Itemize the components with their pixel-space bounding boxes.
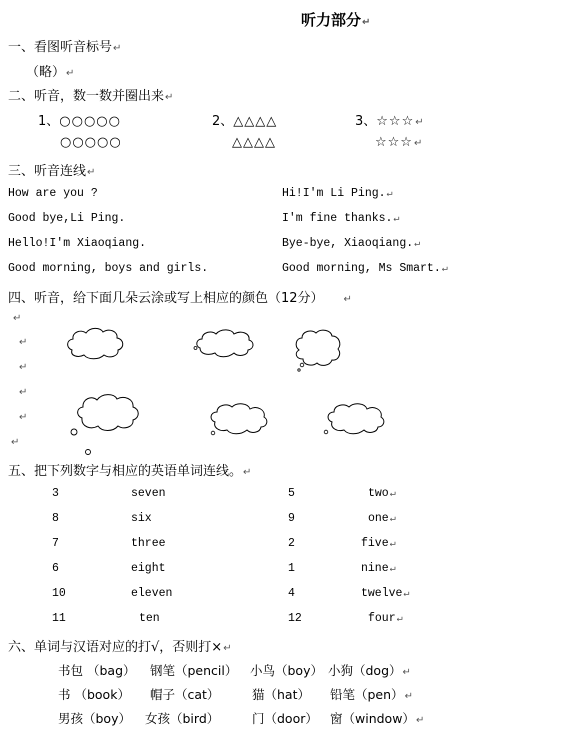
word-item-wrap: 小狗（dog）↵: [328, 663, 411, 678]
cloud-2[interactable]: [194, 328, 256, 358]
number-left: 6: [52, 562, 59, 575]
match-left-3: Hello!I'm Xiaoqiang.: [8, 237, 147, 250]
number-right: 12: [288, 612, 302, 625]
word-right-wrap: four↵: [368, 612, 403, 625]
section1-heading: 一、看图听音标号↵: [8, 40, 122, 55]
match-right-1-wrap: Hi!I'm Li Ping.↵: [282, 187, 393, 200]
section5-heading: 五、把下列数字与相应的英语单词连线。↵: [8, 464, 252, 479]
paragraph-mark: ↵: [11, 437, 20, 448]
count-group-stars: 3、☆☆☆↵: [355, 114, 424, 129]
word-left: three: [131, 537, 166, 550]
cloud-3[interactable]: [293, 328, 343, 374]
number-left: 8: [52, 512, 59, 525]
word-item: 铅笔（pen）: [330, 687, 404, 702]
section6-heading: 六、单词与汉语对应的打√，否则打×↵: [8, 640, 232, 655]
paragraph-mark: ↵: [19, 362, 28, 373]
word-right-wrap: one↵: [368, 512, 396, 525]
number-left: 10: [52, 587, 66, 600]
cloud-5[interactable]: [207, 402, 269, 438]
word-item: 帽子（cat）: [150, 687, 220, 702]
word-left: eleven: [131, 587, 173, 600]
word-item: 钢笔（pencil）: [150, 663, 238, 678]
triangles-row-1: △△△△: [233, 114, 278, 129]
number-right: 1: [288, 562, 295, 575]
match-left-2: Good bye,Li Ping.: [8, 212, 126, 225]
number-left: 3: [52, 487, 59, 500]
stars-row-2-wrap: ☆☆☆↵: [375, 135, 423, 150]
word-item: 猫（hat）: [252, 687, 310, 702]
match-right-2-wrap: I'm fine thanks.↵: [282, 212, 400, 225]
match-right-3-wrap: Bye-bye, Xiaoqiang.↵: [282, 237, 421, 250]
word-item: 小鸟（boy）: [250, 663, 323, 678]
word-item-wrap: 窗（window）↵: [330, 711, 425, 726]
paragraph-mark: ↵: [19, 387, 28, 398]
word-right: two: [368, 487, 389, 500]
cloud-6[interactable]: [322, 402, 386, 438]
number-left: 11: [52, 612, 66, 625]
word-right-wrap: two↵: [368, 487, 396, 500]
word-left: ten: [139, 612, 160, 625]
count-group-triangles: 2、△△△△: [212, 114, 278, 129]
match-left-4: Good morning, boys and girls.: [8, 262, 209, 275]
paragraph-mark: ↵: [19, 337, 28, 348]
word-right: nine: [361, 562, 389, 575]
section4-heading: 四、听音，给下面几朵云涂或写上相应的颜色（12分） ↵: [8, 291, 352, 306]
word-right: four: [368, 612, 396, 625]
word-left: six: [131, 512, 152, 525]
match-right-4: Good morning, Ms Smart.: [282, 262, 441, 275]
word-right: twelve: [361, 587, 403, 600]
section1-note: （略）↵: [26, 65, 75, 80]
word-item: 门（door）: [252, 711, 318, 726]
word-right-wrap: twelve↵: [361, 587, 410, 600]
word-right-wrap: five↵: [361, 537, 396, 550]
match-right-1: Hi!I'm Li Ping.: [282, 187, 386, 200]
word-item: 女孩（bird）: [145, 711, 220, 726]
match-left-1: How are you ?: [8, 187, 98, 200]
number-left: 7: [52, 537, 59, 550]
word-item: 小狗（dog）: [328, 663, 402, 678]
circles-row-1: ○○○○○: [59, 114, 121, 129]
word-right-wrap: nine↵: [361, 562, 396, 575]
word-item: 窗（window）: [330, 711, 415, 726]
paragraph-mark: ↵: [19, 412, 28, 423]
word-right: five: [361, 537, 389, 550]
word-item: 男孩（boy）: [58, 711, 131, 726]
circles-row-2: ○○○○○: [60, 135, 122, 150]
word-item: 书 （book）: [58, 687, 130, 702]
match-right-3: Bye-bye, Xiaoqiang.: [282, 237, 414, 250]
cloud-1[interactable]: [64, 326, 126, 360]
cloud-4[interactable]: [66, 390, 146, 460]
section2-heading: 二、听音，数一数并圈出来↵: [8, 89, 174, 104]
word-item-wrap: 铅笔（pen）↵: [330, 687, 413, 702]
page-title: 听力部分↵: [301, 11, 371, 29]
section3-heading: 三、听音连线↵: [8, 164, 96, 179]
stars-row-2: ☆☆☆: [375, 135, 413, 150]
match-right-2: I'm fine thanks.: [282, 212, 393, 225]
count-group-circles: 1、○○○○○: [38, 114, 121, 129]
number-right: 9: [288, 512, 295, 525]
word-item: 书包 （bag）: [58, 663, 136, 678]
paragraph-mark: ↵: [13, 313, 22, 324]
match-right-4-wrap: Good morning, Ms Smart.↵: [282, 262, 448, 275]
triangles-row-2: △△△△: [232, 135, 276, 150]
word-left: seven: [131, 487, 166, 500]
word-right: one: [368, 512, 389, 525]
word-left: eight: [131, 562, 166, 575]
number-right: 5: [288, 487, 295, 500]
number-right: 2: [288, 537, 295, 550]
stars-row-1: ☆☆☆: [376, 114, 415, 129]
number-right: 4: [288, 587, 295, 600]
